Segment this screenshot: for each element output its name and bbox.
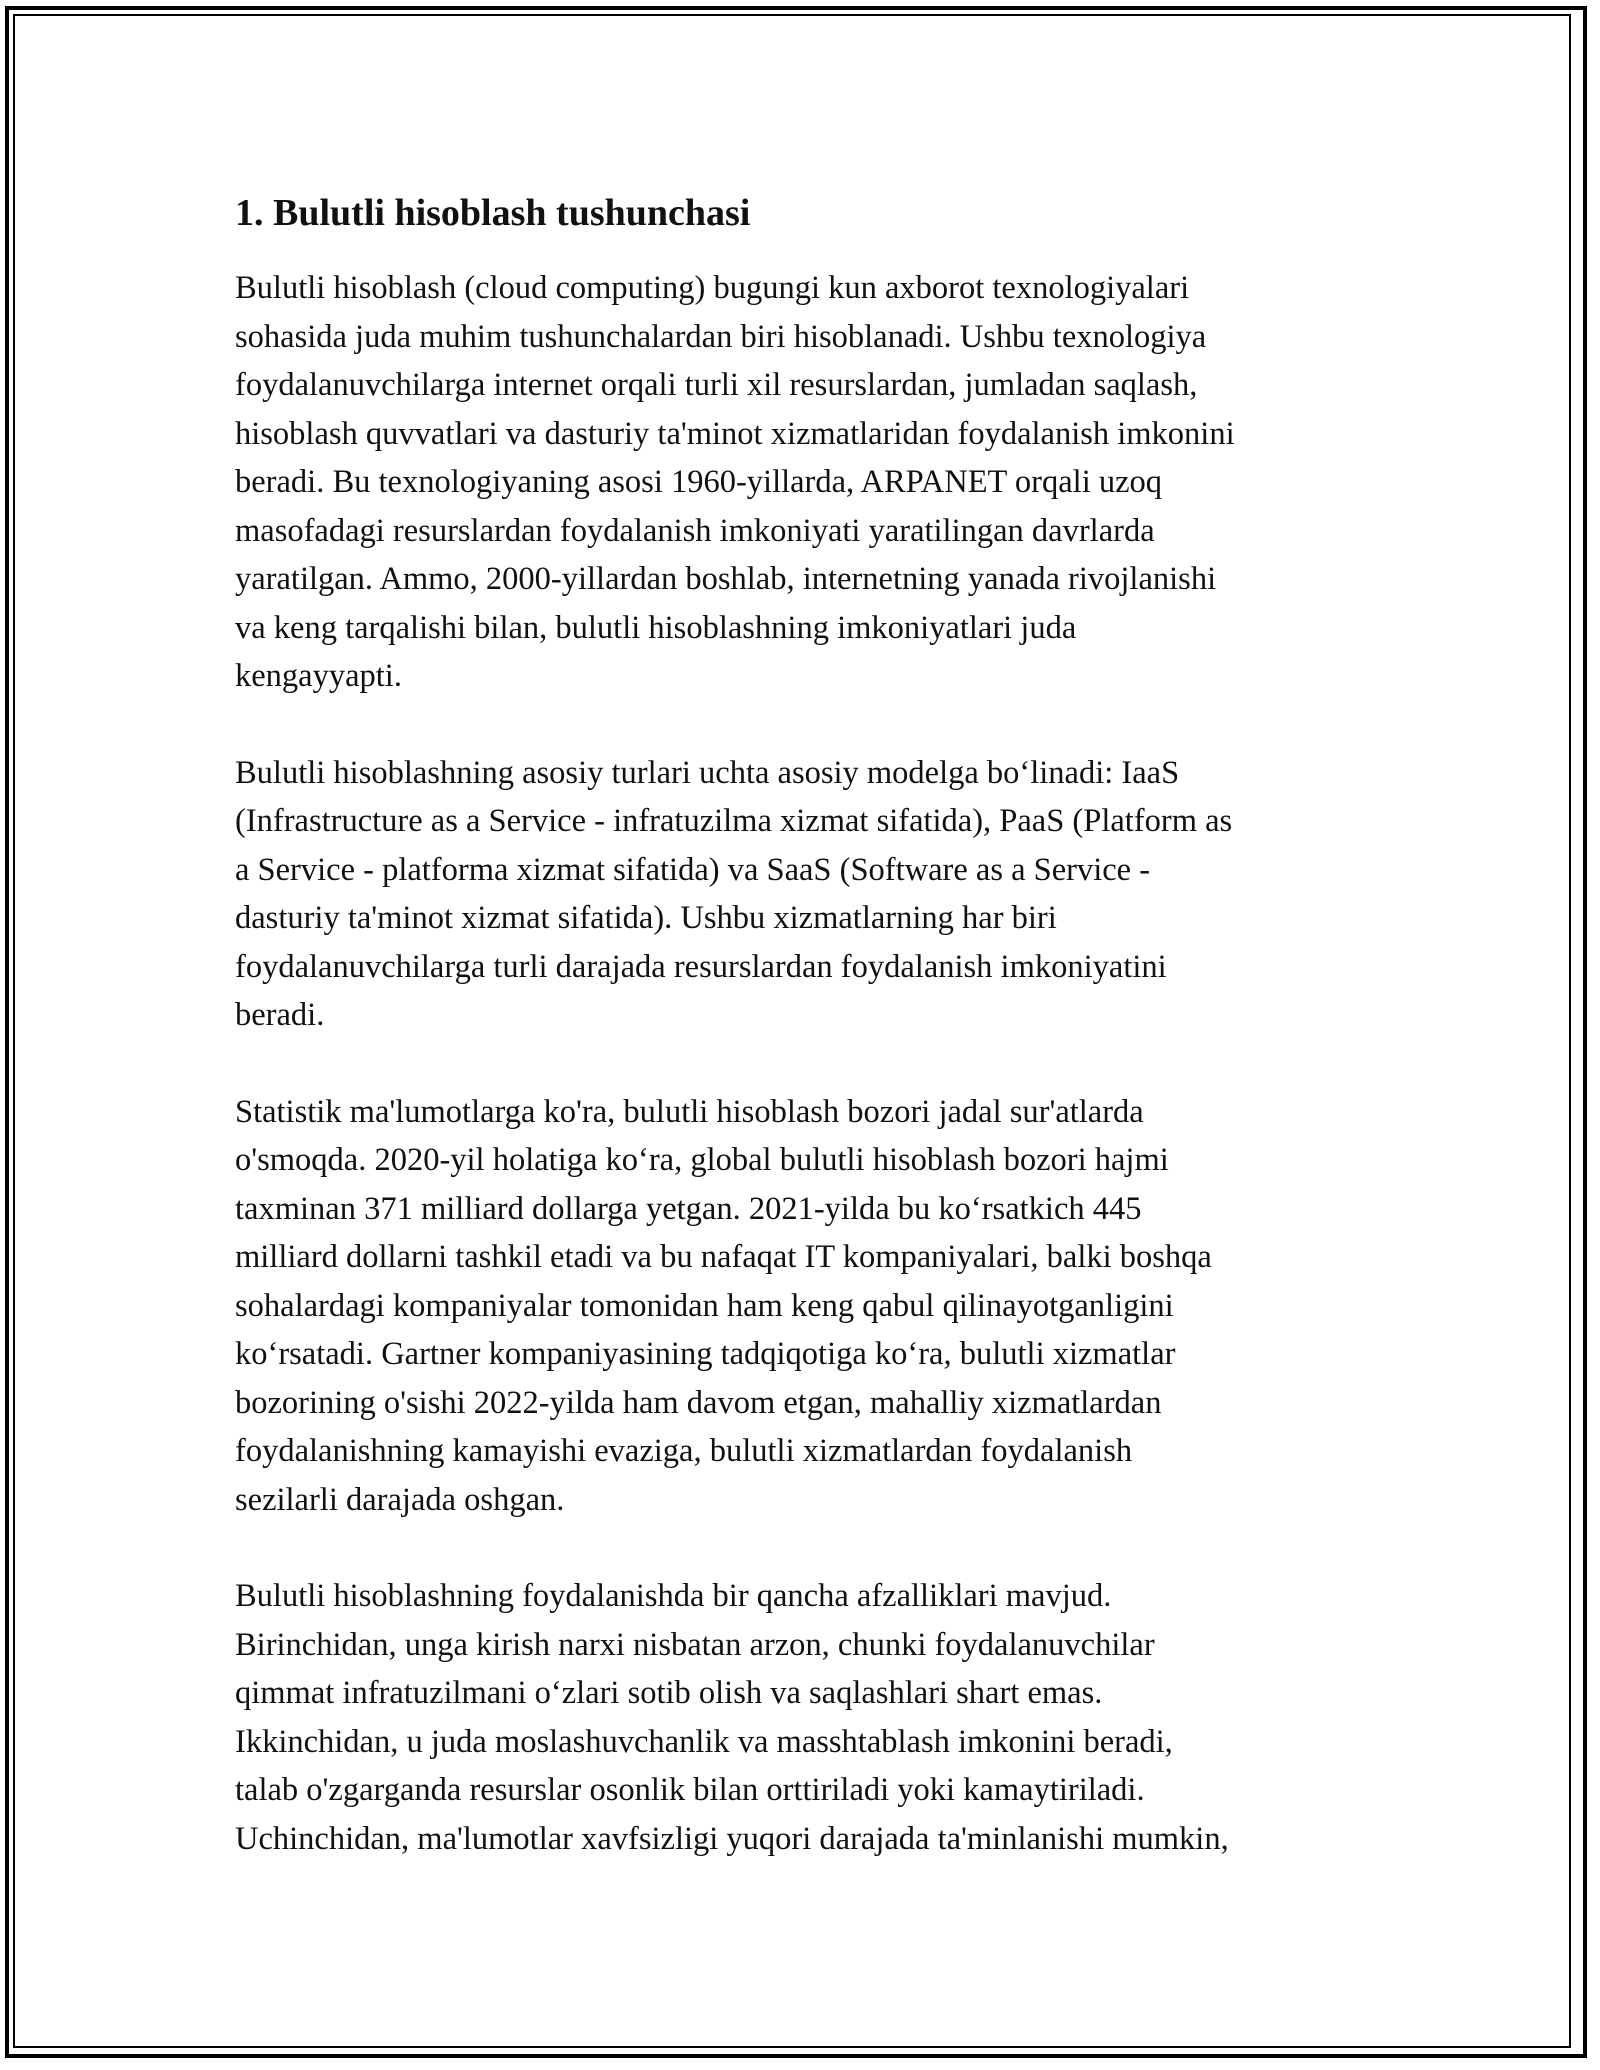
text-line: Uchinchidan, ma'lumotlar xavfsizligi yuqori darajada ta'minlanishi mumkin, — [235, 1820, 1229, 1857]
text-line: masofadagi resurslardan foydalanish imkoniyati yaratilingan davrlarda — [235, 512, 1155, 549]
text-line: Ikkinchidan, u juda moslashuvchanlik va masshtablash imkonini beradi, — [235, 1723, 1173, 1760]
text-line: taxminan 371 milliard dollarga yetgan. 2021-yilda bu ko‘rsatkich 445 — [235, 1190, 1142, 1227]
text-line: foydalanuvchilarga turli darajada resurslardan foydalanish imkoniyatini — [235, 948, 1167, 985]
text-line: qimmat infratuzilmani o‘zlari sotib olish va saqlashlari shart emas. — [235, 1675, 1103, 1711]
text-line: beradi. Bu texnologiyaning asosi 1960-yillarda, ARPANET orqali uzoq — [235, 464, 1163, 500]
text-line: Statistik ma'lumotlarga ko'ra, bulutli hisoblash bozori jadal sur'atlarda — [235, 1093, 1144, 1130]
paragraph-intro — [235, 264, 1375, 701]
text-line: beradi. — [235, 997, 325, 1033]
paragraph-models — [235, 749, 1375, 1040]
text-line: (Infrastructure as a Service - infratuzilma xizmat sifatida), PaaS (Platform as — [235, 803, 1233, 839]
text-line: talab o'zgarganda resurslar osonlik bilan orttiriladi yoki kamaytiriladi. — [235, 1772, 1145, 1808]
text-line: Birinchidan, unga kirish narxi nisbatan arzon, chunki foydalanuvchilar — [235, 1626, 1155, 1663]
text-line: milliard dollarni tashkil etadi va bu nafaqat IT kompaniyalari, balki boshqa — [235, 1239, 1212, 1275]
text-line: hisoblash quvvatlari va dasturiy ta'minot xizmatlaridan foydalanish imkonini — [235, 415, 1235, 452]
text-line: yaratilgan. Ammo, 2000-yillardan boshlab, internetning yanada rivojlanishi — [235, 561, 1217, 597]
text-line: a Service - platforma xizmat sifatida) va SaaS (Software as a Service - — [235, 851, 1151, 888]
text-line: foydalanuvchilarga internet orqali turli xil resurslardan, jumladan saqlash, — [235, 367, 1198, 403]
text-line: o'smoqda. 2020-yil holatiga ko‘ra, global bulutli hisoblash bozori hajmi — [235, 1142, 1169, 1178]
text-line: dasturiy ta'minot xizmat sifatida). Ushbu xizmatlarning har biri — [235, 900, 1057, 936]
text-line: va keng tarqalishi bilan, bulutli hisoblashning imkoniyatlari juda — [235, 609, 1077, 646]
text-line: ko‘rsatadi. Gartner kompaniyasining tadqiqotiga ko‘ra, bulutli xizmatlar — [235, 1336, 1176, 1372]
text-line: kengayyapti. — [235, 658, 402, 694]
section-heading: 1. Bulutli hisoblash tushunchasi — [235, 192, 751, 234]
paragraph-statistics — [235, 1088, 1375, 1525]
text-line: Bulutli hisoblashning foydalanishda bir qancha afzalliklari mavjud. — [235, 1578, 1112, 1614]
text-line: foydalanishning kamayishi evaziga, bulutli xizmatlardan foydalanish — [235, 1433, 1133, 1469]
text-line: Bulutli hisoblash (cloud computing) bugungi kun axborot texnologiyalari — [235, 270, 1190, 306]
paragraph-advantages — [235, 1572, 1375, 1863]
text-line: sohalardagi kompaniyalar tomonidan ham keng qabul qilinayotganligini — [235, 1287, 1174, 1324]
document-body — [235, 184, 1375, 1911]
text-line: Bulutli hisoblashning asosiy turlari uchta asosiy modelga bo‘linadi: IaaS — [235, 754, 1180, 791]
text-line: bozorining o'sishi 2022-yilda ham davom etgan, mahalliy xizmatlardan — [235, 1384, 1162, 1421]
text-line: sezilarli darajada oshgan. — [235, 1481, 565, 1518]
text-line: sohasida juda muhim tushunchalardan biri hisoblanadi. Ushbu texnologiya — [235, 318, 1207, 355]
